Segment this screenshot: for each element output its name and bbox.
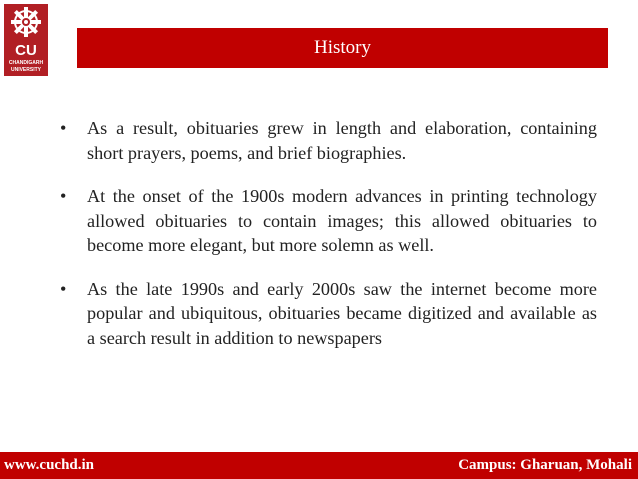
- university-logo: [4, 4, 48, 76]
- bullet-list: [57, 116, 597, 350]
- bullet-dot-icon: •: [60, 186, 67, 206]
- footer-bar: [0, 452, 638, 479]
- bullet-item: [57, 184, 597, 258]
- logo-abbr: CU: [15, 42, 37, 59]
- cu-logo-icon: [4, 4, 48, 76]
- bullet-text: As a result, obituaries grew in length and elaboration, containing short prayers, poems, and brief biographies.: [87, 118, 597, 163]
- bullet-dot-icon: •: [60, 278, 67, 299]
- bullet-item: [57, 277, 597, 351]
- logo-line1: CHANDIGARH: [8, 60, 44, 66]
- page-title: History: [314, 37, 371, 58]
- bullet-text: At the onset of the 1900s modern advances in printing technology allowed obituaries to contain images; this allowed obituaries to become more elegant, but more solemn as well.: [87, 186, 597, 255]
- bullet-dot-icon: •: [60, 118, 67, 138]
- website-link[interactable]: www.cuchd.in: [4, 457, 95, 473]
- bullet-text: As the late 1990s and early 2000s saw the internet become more popular and ubiquitous, obituaries became digitized and available as a search result in addition to newspapers: [87, 278, 597, 348]
- title-bar: [77, 28, 608, 68]
- logo-line2: UNIVERSITY: [10, 67, 42, 73]
- bullet-item: [57, 116, 597, 165]
- campus-label: Campus: Gharuan, Mohali: [458, 457, 632, 473]
